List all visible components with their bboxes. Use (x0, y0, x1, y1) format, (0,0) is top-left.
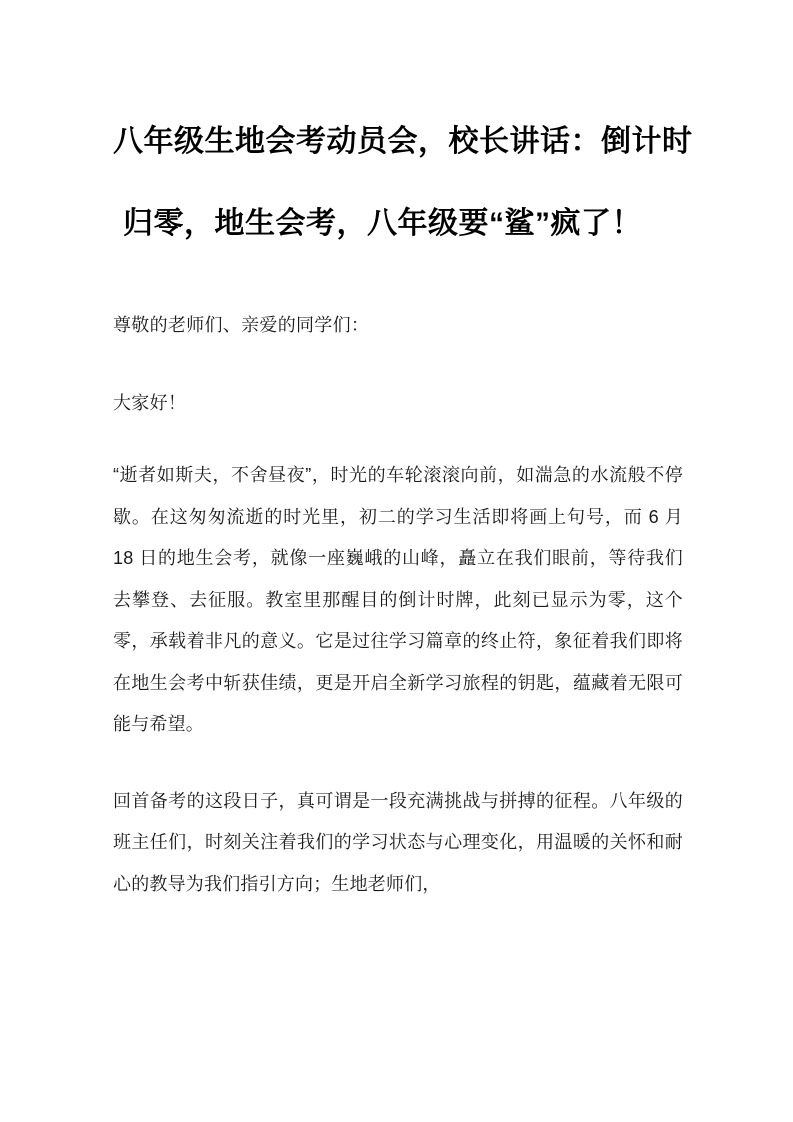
page-title (113, 125, 693, 240)
document-content (113, 0, 693, 905)
page-title-line-1: 八年级生地会考动员会，校长讲话：倒计时 (113, 125, 693, 158)
page-title-line-2: 归零，地生会考，八年级要“鲨”疯了！ (123, 207, 642, 240)
salutation: 尊敬的老师们、亲爱的同学们： (113, 315, 370, 335)
body-paragraph: 回首备考的这段日子，真可谓是一段充满挑战与拼搏的征程。八年级的班主任们，时刻关注着我们的学习状态与心理变化，用温暖的关怀和耐心的教导为我们指引方向；生地老师们， (113, 790, 683, 894)
greeting: 大家好！ (113, 393, 187, 413)
body-paragraph: “逝者如斯夫，不舍昼夜”，时光的车轮滚滚向前，如湍急的水流般不停歇。在这匆匆流逝的时光里，初二的学习生活即将画上句号，而 6 月 18 日的地生会考，就像一座巍峨的山峰，矗立在我们眼前，等待我们去攀登、去征服。教室里那醒目的倒计时牌，此刻已显示为零，这个零，承载着非凡的意义。它是过往学习篇章的终止符，象征着我们即将在地生会考中斩获佳绩，更是开启全新学习旅程的钥匙，蕴藏着无限可能与希望。 (113, 465, 683, 734)
